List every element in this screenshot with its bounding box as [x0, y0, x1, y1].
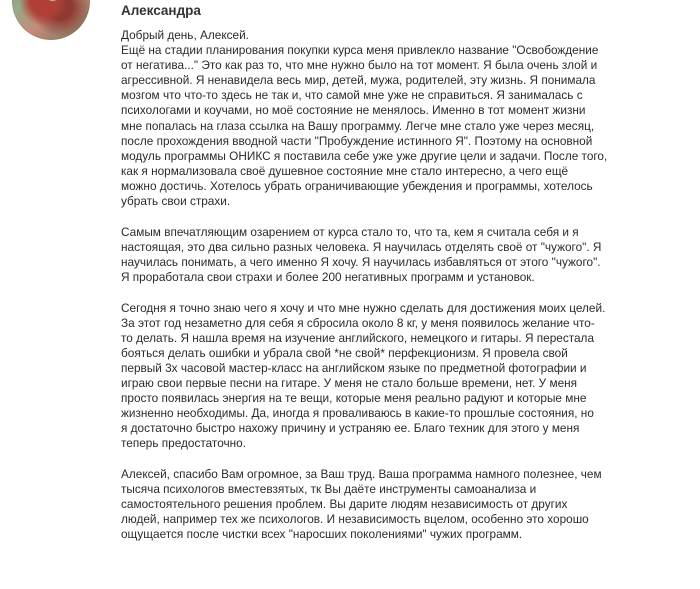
- text-line: настоящая, это два сильно разных человека. Я научилась отделять своё от "чужого". Я: [121, 239, 602, 254]
- text-line: психологами и коучами, но моё состояние не менялось. Именно в тот момент жизни: [121, 103, 586, 118]
- text-line: Ещё на стадии планирования покупки курса меня привлекло название "Освобождение: [121, 43, 599, 58]
- paragraph-1: [121, 28, 608, 209]
- text-line: Я проработала свои страхи и более 200 негативных программ и установок.: [121, 269, 535, 284]
- paragraph-3: [121, 301, 608, 452]
- text-line: теперь предостаточно.: [121, 436, 247, 451]
- text-line: Самым впечатляющим озарением от курса стало то, что та, кем я считала себя и я: [121, 224, 579, 239]
- text-line: агрессивной. Я ненавидела весь мир, детей, мужа, родителей, эту жизнь. Я понимала: [121, 73, 596, 88]
- text-line: научилась понимать, а чего именно Я хочу. Я научилась избавляться от этого "чужого".: [121, 254, 601, 269]
- text-line: Алексей, спасибо Вам огромное, за Ваш труд. Ваша программа намного полезнее, чем: [121, 466, 602, 481]
- text-line: людей, например тех же психологов. И независимость вцелом, особенно это хорошо: [121, 512, 589, 527]
- text-line: бояться делать ошибки и убрала свой *не свой* перфекционизм. Я провела свой: [121, 345, 568, 360]
- text-line: мне попалась на глаза ссылка на Вашу программу. Легче мне стало уже через месяц,: [121, 118, 595, 133]
- text-line: после прохождения вводной части "Пробуждение истинного Я". Поэтому на основной: [121, 133, 593, 148]
- author-avatar[interactable]: [12, 0, 90, 40]
- text-line: от негатива..." Это как раз то, что мне нужно было на тот момент. Я была очень злой и: [121, 58, 598, 73]
- text-line: жизненно необходимы. Да, иногда я проваливаюсь в какие-то прошлые состояния, но: [121, 406, 594, 421]
- text-line: играю свои первые песни на гитаре. У меня не стало больше времени, нет. У меня: [121, 375, 578, 390]
- text-line: убрать свои страхи.: [121, 194, 231, 209]
- text-line: то делать. Я нашла время на изучение английского, немецкого и гитары. Я перестала: [121, 330, 595, 345]
- paragraph-2: [121, 225, 608, 285]
- text-line: мозгом что что-то здесь не так и, что самой мне уже не справиться. Я занималась с: [121, 88, 583, 103]
- comment-body: [121, 28, 608, 558]
- author-name[interactable]: Александра: [121, 3, 201, 18]
- text-line: Добрый день, Алексей.: [121, 28, 249, 42]
- text-line: как я нормализовала своё душевное состояние мне стало интересно, а чего ещё: [121, 163, 569, 178]
- text-line: можно достичь. Хотелось убрать ограничивающие убеждения и программы, хотелось: [121, 178, 593, 193]
- text-line: я достаточно быстро нахожу причину и устраняю ее. Благо техник для этого у меня: [121, 421, 580, 436]
- text-line: За этот год незаметно для себя я сбросила около 8 кг, у меня появилось желание что-: [121, 315, 595, 330]
- text-line: ощущается после чистки всех "наросших поколениями" чужих программ.: [121, 527, 523, 542]
- text-line: модуль программы ОНИКС я поставила себе уже уже другие цели и задачи. После того,: [121, 148, 608, 163]
- text-line: самостоятельного решения проблем. Вы дарите людям независимость от других: [121, 497, 568, 512]
- text-line: первый 3х часовой мастер-класс на английском языке по предметной фотографии и: [121, 360, 587, 375]
- text-line: просто появилась энергия на те вещи, которые меня реально радуют и которые мне: [121, 391, 587, 406]
- text-line: Сегодня я точно знаю чего я хочу и что мне нужно сделать для достижения моих целей.: [121, 300, 606, 315]
- text-line: тысяча психологов вместевзятых, тк Вы даёте инструменты самоанализа и: [121, 482, 537, 497]
- paragraph-4: [121, 467, 608, 542]
